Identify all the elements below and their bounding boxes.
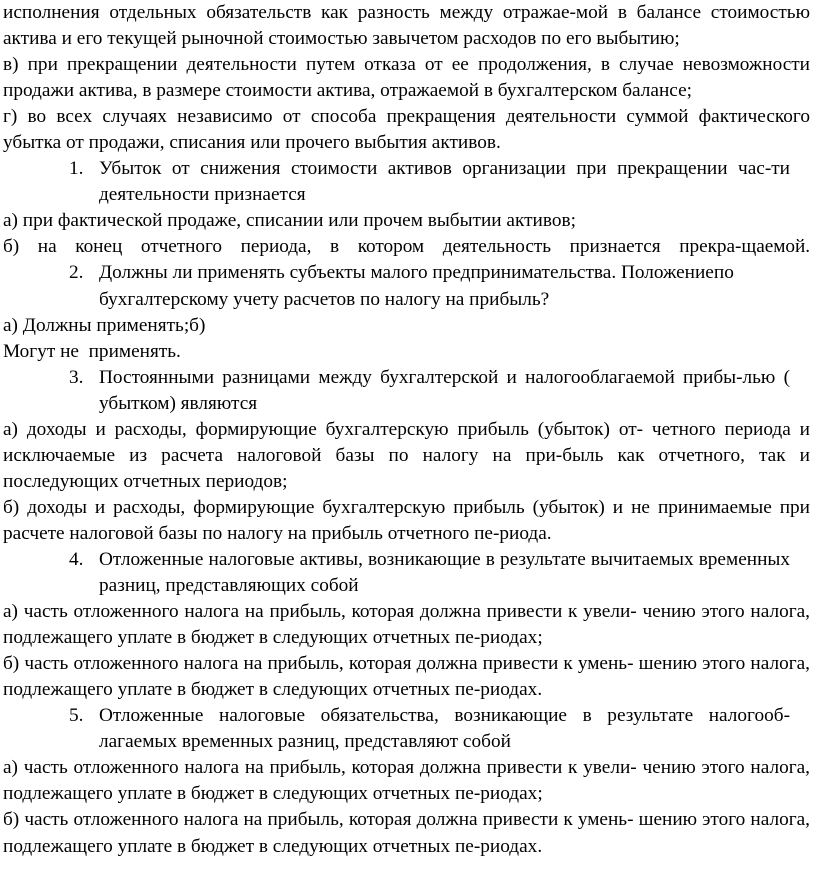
answer-option-a: а) Должны применять;б): [3, 314, 206, 336]
intro-paragraph: исполнения отдельных обязательств как разность между отражае-мой в балансе стоимостью актива и его текущей рыночной стоимостью завычетом расходов по его выбытию;: [3, 2, 810, 50]
answer-option-a: а) при фактической продаже, списании или прочем выбытии активов;: [3, 210, 576, 232]
answer-option-b: Могут не применять.: [3, 340, 181, 362]
question-number: 4.: [69, 548, 84, 570]
answer-option-b: б) часть отложенного налога на прибыль, которая должна привести к умень- шению этого налога, подлежащего уплате в бюджет в следующих отчетных пе-риодах.: [3, 809, 810, 857]
answer-option-a: а) часть отложенного налога на прибыль, которая должна привести к увели- чению этого налога, подлежащего уплате в бюджет в следующих отчетных пе-риодах;: [3, 601, 810, 649]
question-1: [3, 156, 810, 208]
question-4: [3, 547, 810, 599]
question-2: [3, 260, 810, 312]
question-number: 5.: [69, 705, 84, 727]
answer-option-b: б) часть отложенного налога на прибыль, которая должна привести к умень- шению этого налога, подлежащего уплате в бюджет в следующих отчетных пе-риодах.: [3, 653, 810, 701]
answer-option-b: б) доходы и расходы, формирующие бухгалтерскую прибыль (убыток) и не принимаемые при расчете налоговой базы по налогу на прибыль отчетного пе-риода.: [3, 496, 810, 544]
question-number: 2.: [69, 262, 84, 284]
question-number: 3.: [69, 366, 84, 388]
question-text: Постоянными разницами между бухгалтерской и налогооблагаемой прибы-лью ( убытком) являются: [99, 366, 790, 414]
question-text: Отложенные налоговые обязательства, возникающие в результате налогооб-лагаемых временных разниц, представляют собой: [99, 705, 790, 753]
answer-option-a: а) доходы и расходы, формирующие бухгалтерскую прибыль (убыток) от- четного периода и исключаемые из расчета налоговой базы по налогу на при-быль как отчетного, так и последующих отчетных периодов;: [3, 418, 810, 492]
question-text: Убыток от снижения стоимости активов организации при прекращении час-ти деятельности признается: [99, 158, 790, 206]
document-page: [3, 0, 810, 860]
question-number: 1.: [69, 158, 84, 180]
answer-option-a: а) часть отложенного налога на прибыль, которая должна привести к увели- чению этого налога, подлежащего уплате в бюджет в следующих отчетных пе-риодах;: [3, 757, 810, 805]
question-3: [3, 365, 810, 417]
question-text: Отложенные налоговые активы, возникающие в результате вычитаемых временных разниц, представляющих собой: [99, 548, 790, 597]
intro-option-g: г) во всех случаях независимо от способа прекращения деятельности суммой фактического убытка от продажи, списания или прочего выбытия активов.: [3, 106, 810, 154]
intro-option-v: в) при прекращении деятельности путем отказа от ее продолжения, в случае невозможности продажи актива, в размере стоимости актива, отражаемой в бухгалтерском балансе;: [3, 54, 810, 102]
question-text: Должны ли применять субъекты малого предпринимательства. Положениепо бухгалтерскому учету расчетов по налогу на прибыль?: [99, 262, 734, 310]
answer-option-b: б) на конец отчетного периода, в котором деятельность признается прекра-щаемой.: [3, 236, 810, 258]
question-5: [3, 703, 810, 755]
